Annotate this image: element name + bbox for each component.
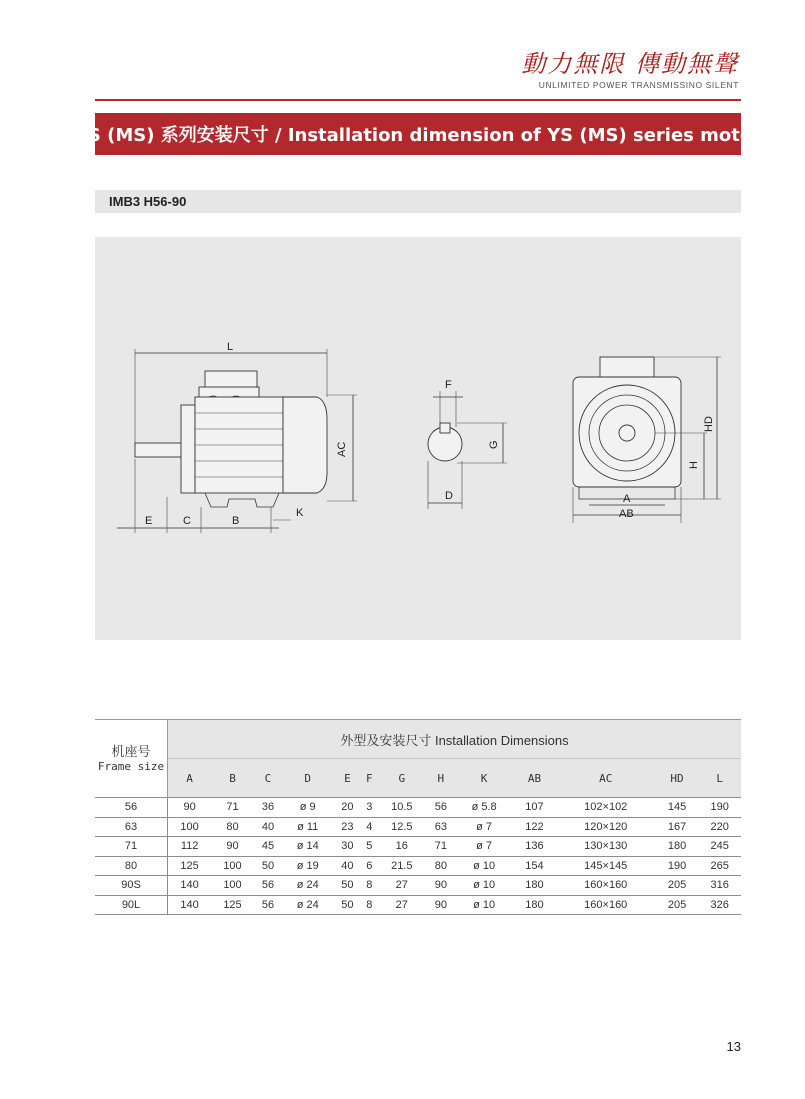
table-cell: 71	[211, 798, 254, 818]
table-cell: 20	[333, 798, 361, 818]
table-cell: 50	[333, 876, 361, 896]
table-cell: 8	[362, 895, 377, 915]
table-cell: 16	[377, 837, 427, 857]
label-A: A	[623, 493, 631, 505]
key-slot	[440, 423, 450, 433]
table-cell: 326	[698, 895, 741, 915]
front-end-shield	[181, 405, 195, 493]
table-cell: 100	[211, 876, 254, 896]
column-header-ab: AB	[513, 759, 556, 798]
table-cell: 122	[513, 817, 556, 837]
table-cell: 12.5	[377, 817, 427, 837]
table-cell: 160×160	[556, 895, 656, 915]
section-subtitle: IMB3 H56-90	[95, 190, 741, 213]
table-cell: 30	[333, 837, 361, 857]
frame-size-cell: 80	[95, 856, 168, 876]
table-cell: 80	[211, 817, 254, 837]
column-header-k: K	[455, 759, 513, 798]
column-header-d: D	[282, 759, 333, 798]
table-cell: 220	[698, 817, 741, 837]
table-row	[95, 856, 741, 876]
table-cell: ø 10	[455, 876, 513, 896]
table-cell: 136	[513, 837, 556, 857]
table-cell: ø 24	[282, 876, 333, 896]
table-cell: 50	[333, 895, 361, 915]
table-cell: 10.5	[377, 798, 427, 818]
label-K: K	[296, 507, 304, 519]
table-body	[95, 798, 741, 915]
mounting-feet	[205, 493, 279, 507]
brand-slogan-cn: 動力無限 傳動無聲	[521, 50, 739, 78]
table-cell: ø 9	[282, 798, 333, 818]
label-H: H	[688, 461, 700, 469]
table-cell: 80	[427, 856, 455, 876]
column-header-ac: AC	[556, 759, 656, 798]
table-cell: ø 14	[282, 837, 333, 857]
frame-size-cell: 71	[95, 837, 168, 857]
label-D: D	[445, 490, 453, 502]
table-cell: 180	[513, 895, 556, 915]
frame-size-cell: 90L	[95, 895, 168, 915]
header-rule	[95, 99, 741, 101]
end-view	[573, 357, 721, 523]
side-view	[117, 341, 357, 533]
table-cell: ø 11	[282, 817, 333, 837]
column-header-h: H	[427, 759, 455, 798]
frame-size-cell: 90S	[95, 876, 168, 896]
shaft-section-view	[428, 379, 507, 509]
dimension-diagram-panel	[95, 237, 741, 640]
column-header-c: C	[254, 759, 282, 798]
frame-size-header	[95, 720, 168, 798]
table-cell: 71	[427, 837, 455, 857]
table-cell: 140	[168, 895, 212, 915]
table-cell: 190	[656, 856, 699, 876]
table-cell: 3	[362, 798, 377, 818]
label-F: F	[445, 379, 452, 391]
table-cell: 21.5	[377, 856, 427, 876]
table-cell: ø 7	[455, 837, 513, 857]
table-cell: 112	[168, 837, 212, 857]
table-cell: 23	[333, 817, 361, 837]
table-cell: 120×120	[556, 817, 656, 837]
column-header-g: G	[377, 759, 427, 798]
table-cell: 160×160	[556, 876, 656, 896]
label-C: C	[183, 515, 191, 527]
table-cell: 145	[656, 798, 699, 818]
table-cell: 90	[211, 837, 254, 857]
shaft-side	[135, 443, 181, 457]
page-number: 13	[726, 1039, 741, 1054]
table-cell: 130×130	[556, 837, 656, 857]
table-cell: 50	[254, 856, 282, 876]
table-cell: 27	[377, 876, 427, 896]
label-HD: HD	[703, 416, 715, 432]
frame-size-cell: 63	[95, 817, 168, 837]
table-cell: 125	[168, 856, 212, 876]
table-cell: 205	[656, 895, 699, 915]
table-cell: 6	[362, 856, 377, 876]
table-cell: ø 24	[282, 895, 333, 915]
table-cell: 316	[698, 876, 741, 896]
table-cell: 90	[168, 798, 212, 818]
frame-header-cn: 机座号	[111, 743, 151, 759]
table-cell: 36	[254, 798, 282, 818]
table-cell: 4	[362, 817, 377, 837]
table-row	[95, 895, 741, 915]
table-cell: 27	[377, 895, 427, 915]
table-cell: 56	[254, 895, 282, 915]
table-cell: 205	[656, 876, 699, 896]
table-cell: 90	[427, 895, 455, 915]
table-cell: 56	[427, 798, 455, 818]
table-cell: ø 7	[455, 817, 513, 837]
column-header-l: L	[698, 759, 741, 798]
table-cell: ø 19	[282, 856, 333, 876]
table-cell: ø 10	[455, 856, 513, 876]
column-header-hd: HD	[656, 759, 699, 798]
label-AC: AC	[336, 441, 348, 457]
table-cell: 56	[254, 876, 282, 896]
table-cell: 100	[168, 817, 212, 837]
table-cell: 190	[698, 798, 741, 818]
table-cell: 40	[333, 856, 361, 876]
table-cell: 102×102	[556, 798, 656, 818]
table-cell: 5	[362, 837, 377, 857]
brand-slogan-en: UNLIMITED POWER TRANSMISSINO SILENT	[538, 80, 739, 90]
table-cell: 265	[698, 856, 741, 876]
column-header-e: E	[333, 759, 361, 798]
table-cell: 63	[427, 817, 455, 837]
column-header-row	[95, 759, 741, 798]
label-E: E	[145, 515, 153, 527]
label-AB: AB	[619, 508, 634, 520]
fan-cover	[283, 397, 327, 493]
frame-header-en: Frame size	[97, 759, 165, 773]
frame-size-cell: 56	[95, 798, 168, 818]
table-row	[95, 817, 741, 837]
table-cell: 90	[427, 876, 455, 896]
column-header-a: A	[168, 759, 212, 798]
table-cell: ø 10	[455, 895, 513, 915]
table-cell: 40	[254, 817, 282, 837]
table-cell: 45	[254, 837, 282, 857]
table-cell: 107	[513, 798, 556, 818]
page-title: YS (MS) 系列安装尺寸 / Installation dimension of YS (MS) series motor	[95, 113, 741, 155]
table-cell: 8	[362, 876, 377, 896]
table-cell: 154	[513, 856, 556, 876]
table-cell: 180	[513, 876, 556, 896]
table-row	[95, 876, 741, 896]
label-L: L	[227, 341, 234, 353]
table-cell: 125	[211, 895, 254, 915]
table-cell: 167	[656, 817, 699, 837]
table-cell: 245	[698, 837, 741, 857]
table-cell: 145×145	[556, 856, 656, 876]
terminal-box-end	[600, 357, 654, 379]
table-cell: 140	[168, 876, 212, 896]
label-B: B	[232, 515, 240, 527]
brand-block	[521, 50, 739, 90]
column-header-b: B	[211, 759, 254, 798]
installation-dimensions-table	[95, 719, 741, 915]
motor-dimension-drawing	[95, 237, 741, 640]
table-cell: 180	[656, 837, 699, 857]
table-row	[95, 798, 741, 818]
group-header: 外型及安装尺寸 Installation Dimensions	[168, 720, 742, 759]
column-header-f: F	[362, 759, 377, 798]
table-row	[95, 837, 741, 857]
table-cell: ø 5.8	[455, 798, 513, 818]
table-cell: 100	[211, 856, 254, 876]
label-G: G	[488, 440, 500, 449]
shaft-end	[619, 425, 635, 441]
